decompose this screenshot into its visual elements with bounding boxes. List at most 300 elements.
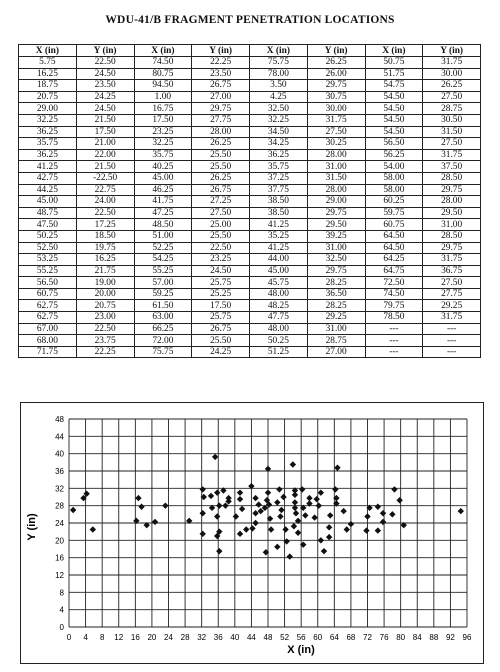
- table-body: [19, 57, 481, 358]
- column-header: Y (in): [423, 45, 481, 57]
- column-header: X (in): [134, 45, 192, 57]
- table-cell: 24.50: [76, 103, 134, 115]
- table-cell: 34.50: [250, 126, 308, 138]
- data-point: [237, 496, 243, 502]
- table-cell: 50.25: [19, 230, 77, 242]
- data-point: [334, 465, 340, 471]
- data-point: [70, 507, 76, 513]
- table-cell: 31.50: [423, 126, 481, 138]
- table-cell: 36.25: [19, 149, 77, 161]
- table-cell: 75.75: [250, 57, 308, 69]
- data-points: [70, 454, 464, 560]
- table-cell: 54.50: [365, 114, 423, 126]
- table-cell: 38.50: [250, 196, 308, 208]
- table-cell: 28.25: [307, 277, 365, 289]
- x-tick-labels: [67, 633, 472, 642]
- data-point: [277, 513, 283, 519]
- table-cell: 31.00: [307, 161, 365, 173]
- table-cell: 29.00: [307, 196, 365, 208]
- table-cell: 25.50: [192, 161, 250, 173]
- data-point: [364, 513, 370, 519]
- table-cell: 27.25: [192, 196, 250, 208]
- table-cell: 24.25: [192, 346, 250, 358]
- table-row: [19, 230, 481, 242]
- table-cell: 24.25: [76, 91, 134, 103]
- data-point: [200, 510, 206, 516]
- table-row: [19, 103, 481, 115]
- data-point: [274, 499, 280, 505]
- x-tick-label: 32: [197, 633, 207, 642]
- data-point: [375, 504, 381, 510]
- table-cell: 75.75: [134, 346, 192, 358]
- table-cell: 29.00: [19, 103, 77, 115]
- x-tick-label: 48: [263, 633, 273, 642]
- table-cell: 54.50: [365, 91, 423, 103]
- data-point: [200, 531, 206, 537]
- table-cell: 30.25: [307, 138, 365, 150]
- table-cell: 45.00: [134, 172, 192, 184]
- page-title: WDU-41/B FRAGMENT PENETRATION LOCATIONS: [105, 14, 395, 26]
- data-point: [162, 502, 168, 508]
- y-tick-label: 8: [59, 588, 64, 598]
- table-cell: 30.00: [423, 68, 481, 80]
- table-cell: 20.00: [76, 288, 134, 300]
- table-cell: 62.75: [19, 300, 77, 312]
- table-cell: 18.75: [19, 80, 77, 92]
- data-point: [252, 495, 258, 501]
- table-cell: 67.00: [19, 323, 77, 335]
- table-cell: 22.25: [76, 346, 134, 358]
- data-point: [214, 513, 220, 519]
- table-row: [19, 346, 481, 358]
- data-point: [276, 486, 282, 492]
- table-cell: 45.00: [19, 196, 77, 208]
- data-point: [293, 510, 299, 516]
- y-tick-label: 48: [55, 415, 64, 424]
- table-cell: ---: [365, 335, 423, 347]
- data-table: [18, 44, 481, 358]
- y-tick-labels: [55, 415, 64, 632]
- data-point: [302, 512, 308, 518]
- column-header: Y (in): [76, 45, 134, 57]
- table-cell: 31.75: [307, 114, 365, 126]
- table-cell: 53.25: [19, 254, 77, 266]
- table-cell: 31.75: [423, 312, 481, 324]
- table-cell: 35.75: [19, 138, 77, 150]
- table-cell: 41.75: [134, 196, 192, 208]
- table-cell: 23.50: [192, 68, 250, 80]
- table-cell: 19.00: [76, 277, 134, 289]
- table-cell: 39.25: [307, 230, 365, 242]
- table-cell: 32.25: [134, 138, 192, 150]
- table-cell: 29.50: [423, 207, 481, 219]
- x-tick-label: 36: [213, 633, 223, 642]
- table-cell: 45.00: [250, 265, 308, 277]
- table-cell: 23.25: [134, 126, 192, 138]
- table-row: [19, 149, 481, 161]
- table-cell: 22.50: [76, 207, 134, 219]
- data-point: [311, 514, 317, 520]
- data-point: [348, 521, 354, 527]
- table-cell: 29.75: [307, 80, 365, 92]
- data-point: [326, 524, 332, 530]
- table-cell: 16.25: [19, 68, 77, 80]
- table-cell: 59.75: [365, 207, 423, 219]
- table-cell: 60.25: [365, 196, 423, 208]
- y-tick-label: 28: [55, 501, 64, 511]
- table-cell: 26.00: [307, 68, 365, 80]
- table-cell: 44.25: [19, 184, 77, 196]
- table-cell: 80.75: [134, 68, 192, 80]
- table-cell: 40.25: [134, 161, 192, 173]
- x-tick-label: 28: [180, 633, 190, 642]
- table-cell: 48.75: [19, 207, 77, 219]
- data-point: [295, 530, 301, 536]
- y-tick-label: 0: [59, 623, 64, 632]
- table-cell: 74.50: [365, 288, 423, 300]
- table-cell: 58.00: [365, 172, 423, 184]
- y-tick-label: 20: [55, 536, 64, 546]
- table-cell: 54.25: [134, 254, 192, 266]
- table-cell: 62.75: [19, 312, 77, 324]
- data-point: [291, 523, 297, 529]
- x-tick-label: 56: [296, 633, 306, 642]
- table-row: [19, 57, 481, 69]
- table-cell: 21.50: [76, 114, 134, 126]
- table-row: [19, 254, 481, 266]
- table-cell: 41.25: [250, 219, 308, 231]
- table-cell: 25.50: [192, 230, 250, 242]
- x-tick-label: 16: [130, 633, 140, 642]
- data-point: [380, 510, 386, 516]
- table-cell: 47.75: [250, 312, 308, 324]
- table-cell: 60.75: [19, 288, 77, 300]
- data-point: [216, 548, 222, 554]
- table-cell: 31.75: [423, 57, 481, 69]
- table-cell: 1.00: [134, 91, 192, 103]
- data-point: [225, 495, 231, 501]
- data-point: [252, 520, 258, 526]
- table-cell: 25.25: [192, 288, 250, 300]
- table-cell: 38.50: [250, 207, 308, 219]
- table-cell: 46.25: [134, 184, 192, 196]
- table-cell: 23.25: [192, 254, 250, 266]
- table-cell: 48.50: [134, 219, 192, 231]
- data-point: [332, 486, 338, 492]
- table-cell: 16.25: [76, 254, 134, 266]
- table-cell: 24.50: [76, 68, 134, 80]
- table-cell: 42.75: [19, 172, 77, 184]
- table-cell: 72.00: [134, 335, 192, 347]
- table-cell: 79.75: [365, 300, 423, 312]
- data-point: [391, 486, 397, 492]
- table-cell: 41.25: [19, 161, 77, 173]
- table-cell: 37.50: [423, 161, 481, 173]
- table-cell: 18.50: [76, 230, 134, 242]
- table-cell: 64.50: [365, 230, 423, 242]
- table-cell: 26.75: [192, 323, 250, 335]
- table-cell: 59.25: [134, 288, 192, 300]
- table-cell: 27.75: [192, 114, 250, 126]
- table-cell: 30.50: [423, 114, 481, 126]
- data-point: [90, 526, 96, 532]
- table-cell: -22.50: [76, 172, 134, 184]
- data-point: [212, 454, 218, 460]
- table-cell: 28.00: [307, 149, 365, 161]
- table-cell: 35.75: [134, 149, 192, 161]
- data-point: [380, 519, 386, 525]
- table-cell: 28.00: [307, 184, 365, 196]
- x-tick-label: 80: [396, 633, 406, 642]
- table-cell: 37.25: [250, 172, 308, 184]
- table-cell: 22.50: [192, 242, 250, 254]
- table-cell: 29.75: [307, 265, 365, 277]
- table-cell: 4.25: [250, 91, 308, 103]
- table-cell: 45.75: [250, 277, 308, 289]
- table-cell: 58.00: [365, 184, 423, 196]
- table-cell: 29.50: [307, 219, 365, 231]
- table-cell: 17.50: [76, 126, 134, 138]
- table-cell: 71.75: [19, 346, 77, 358]
- table-cell: 28.50: [423, 230, 481, 242]
- table-cell: 78.00: [250, 68, 308, 80]
- table-cell: 23.50: [76, 80, 134, 92]
- table-cell: 27.00: [192, 91, 250, 103]
- table-cell: 26.25: [423, 80, 481, 92]
- table-cell: 64.75: [365, 265, 423, 277]
- table-cell: 54.00: [365, 161, 423, 173]
- table-row: [19, 312, 481, 324]
- table-cell: 36.75: [423, 265, 481, 277]
- table-cell: ---: [423, 346, 481, 358]
- x-tick-label: 88: [429, 633, 439, 642]
- data-point: [396, 497, 402, 503]
- table-cell: ---: [423, 335, 481, 347]
- x-tick-label: 44: [246, 633, 256, 642]
- data-point: [138, 504, 144, 510]
- table-cell: 26.75: [192, 184, 250, 196]
- table-cell: 56.25: [365, 149, 423, 161]
- table-cell: 54.75: [365, 80, 423, 92]
- table-cell: 25.75: [192, 312, 250, 324]
- table-cell: 32.50: [307, 254, 365, 266]
- table-row: [19, 196, 481, 208]
- data-point: [282, 526, 288, 532]
- x-tick-label: 72: [363, 633, 372, 642]
- table-cell: 26.75: [192, 80, 250, 92]
- x-tick-label: 12: [114, 633, 124, 642]
- table-cell: 56.50: [365, 138, 423, 150]
- table-cell: 51.25: [250, 346, 308, 358]
- table-cell: 22.50: [76, 323, 134, 335]
- table-cell: 31.00: [307, 242, 365, 254]
- x-tick-label: 92: [445, 633, 455, 642]
- y-axis-label: Y (in): [26, 513, 38, 541]
- column-header: Y (in): [307, 45, 365, 57]
- y-tick-label: 36: [55, 467, 64, 476]
- data-point: [314, 496, 320, 502]
- data-point: [389, 511, 395, 517]
- x-tick-label: 24: [164, 633, 173, 642]
- table-row: [19, 172, 481, 184]
- table-cell: 28.75: [307, 335, 365, 347]
- y-tick-label: 16: [55, 553, 64, 563]
- y-tick-label: 44: [55, 432, 64, 442]
- table-cell: 22.00: [76, 149, 134, 161]
- x-axis-label: X (in): [287, 644, 315, 656]
- table-row: [19, 265, 481, 277]
- data-point: [233, 513, 239, 519]
- column-header: X (in): [250, 45, 308, 57]
- table-cell: 68.00: [19, 335, 77, 347]
- x-tick-label: 60: [313, 633, 323, 642]
- table-cell: 56.50: [19, 277, 77, 289]
- table-cell: 30.75: [307, 91, 365, 103]
- data-point: [316, 502, 322, 508]
- data-point: [299, 486, 305, 492]
- table-cell: 17.25: [76, 219, 134, 231]
- data-point: [290, 461, 296, 467]
- column-header: Y (in): [192, 45, 250, 57]
- table-cell: 34.25: [250, 138, 308, 150]
- table-cell: 20.75: [19, 91, 77, 103]
- table-cell: 35.25: [250, 230, 308, 242]
- table-row: [19, 68, 481, 80]
- table-cell: 29.25: [423, 300, 481, 312]
- y-tick-label: 24: [55, 519, 64, 528]
- table-row: [19, 335, 481, 347]
- table-cell: 36.25: [250, 149, 308, 161]
- y-tick-label: 32: [55, 484, 64, 494]
- data-point: [216, 502, 222, 508]
- table-cell: 28.00: [423, 196, 481, 208]
- table-cell: 50.75: [365, 57, 423, 69]
- table-cell: 28.00: [192, 126, 250, 138]
- table-cell: 47.50: [19, 219, 77, 231]
- table-cell: 27.50: [423, 277, 481, 289]
- table-cell: 64.25: [365, 254, 423, 266]
- table-cell: 48.00: [250, 288, 308, 300]
- table-cell: 29.75: [192, 103, 250, 115]
- data-point: [306, 495, 312, 501]
- table-cell: 21.00: [76, 138, 134, 150]
- data-point: [208, 493, 214, 499]
- table-cell: 21.75: [76, 265, 134, 277]
- y-tick-label: 12: [55, 571, 64, 580]
- data-point: [327, 512, 333, 518]
- table-cell: 35.75: [250, 161, 308, 173]
- table-cell: 29.75: [307, 207, 365, 219]
- data-point: [239, 506, 245, 512]
- table-cell: 64.50: [365, 242, 423, 254]
- column-header: X (in): [365, 45, 423, 57]
- table-row: [19, 277, 481, 289]
- table-cell: 27.75: [423, 288, 481, 300]
- table-row: [19, 114, 481, 126]
- table-row: [19, 219, 481, 231]
- table-cell: 27.50: [192, 207, 250, 219]
- y-tick-label: 40: [55, 449, 64, 459]
- table-cell: 25.00: [192, 219, 250, 231]
- table-cell: 32.50: [250, 103, 308, 115]
- table-cell: 27.50: [423, 138, 481, 150]
- x-tick-label: 0: [66, 633, 72, 642]
- data-point: [152, 519, 158, 525]
- data-point: [278, 507, 284, 513]
- table-cell: 48.25: [250, 300, 308, 312]
- table-cell: 26.25: [192, 172, 250, 184]
- table-cell: 31.75: [423, 254, 481, 266]
- table-cell: 27.50: [307, 126, 365, 138]
- data-point: [363, 527, 369, 533]
- data-point: [321, 548, 327, 554]
- table-cell: 66.25: [134, 323, 192, 335]
- column-header: X (in): [19, 45, 77, 57]
- table-cell: 27.50: [423, 91, 481, 103]
- table-cell: ---: [365, 323, 423, 335]
- table-row: [19, 126, 481, 138]
- x-tick-label: 96: [462, 633, 472, 642]
- table-cell: 21.50: [76, 161, 134, 173]
- data-point: [326, 534, 332, 540]
- data-point: [280, 494, 286, 500]
- table-cell: 31.00: [423, 219, 481, 231]
- data-point: [318, 537, 324, 543]
- table-cell: ---: [365, 346, 423, 358]
- y-tick-label: 4: [59, 605, 64, 615]
- table-cell: 72.50: [365, 277, 423, 289]
- data-point: [265, 489, 271, 495]
- scatter-chart: [20, 402, 484, 664]
- table-cell: 50.25: [250, 335, 308, 347]
- table-row: [19, 207, 481, 219]
- table-cell: 78.50: [365, 312, 423, 324]
- table-cell: 27.00: [307, 346, 365, 358]
- table-cell: 74.50: [134, 57, 192, 69]
- table-cell: 25.75: [192, 277, 250, 289]
- table-cell: 28.25: [307, 300, 365, 312]
- x-tick-label: 68: [346, 633, 356, 642]
- table-cell: 25.50: [192, 335, 250, 347]
- data-point: [287, 553, 293, 559]
- data-point: [255, 501, 261, 507]
- table-cell: 60.75: [365, 219, 423, 231]
- table-cell: 44.00: [250, 254, 308, 266]
- table-row: [19, 300, 481, 312]
- data-point: [340, 508, 346, 514]
- table-cell: 57.00: [134, 277, 192, 289]
- table-cell: 36.50: [307, 288, 365, 300]
- table-cell: 52.25: [134, 242, 192, 254]
- table-cell: 52.50: [19, 242, 77, 254]
- table-cell: 31.00: [307, 323, 365, 335]
- data-point: [292, 499, 298, 505]
- x-tick-label: 76: [379, 633, 389, 642]
- table-cell: 29.75: [423, 242, 481, 254]
- table-row: [19, 184, 481, 196]
- scatter-chart-svg: [21, 403, 483, 663]
- table-row: [19, 323, 481, 335]
- table-cell: 31.75: [423, 149, 481, 161]
- table-row: [19, 288, 481, 300]
- x-tick-label: 4: [83, 633, 88, 642]
- data-point: [237, 489, 243, 495]
- data-point: [243, 526, 249, 532]
- table-cell: 36.25: [19, 126, 77, 138]
- table-cell: 17.50: [192, 300, 250, 312]
- data-point: [249, 525, 255, 531]
- data-point: [237, 531, 243, 537]
